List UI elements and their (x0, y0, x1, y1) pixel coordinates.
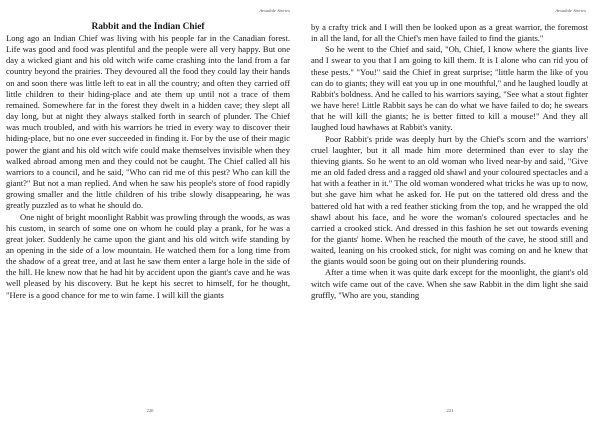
chapter-title: Rabbit and the Indian Chief (91, 22, 205, 32)
right-page (300, 0, 600, 424)
left-page-text (6, 33, 290, 301)
page-number-right: 221 (446, 408, 454, 413)
right-page-text (311, 22, 588, 301)
paragraph: After a time when it was quite dark except for the moonlight, the giant's old witch wife came out of the cave. When she saw Rabbit in the dim light she said gruffly, "Who are you, standing (311, 267, 588, 300)
paragraph: One night of bright moonlight Rabbit was prowling through the woods, as was his custom, in search of some one on whom he could play a prank, for he was a great joker. Suddenly he came upon the giant and his old witch wife standing by an opening in the side of a low mountain. He watched them for a long time from the shadow of a great tree, and at last he saw them enter a large hole in the side of the hill. He knew now that he had hit by accident upon the giant's cave and he was well pleased by his discovery. But he kept his secret to himself, for he thought, "Here is a good chance for me to win fame. I will kill the giants (6, 211, 290, 300)
paragraph: So he went to the Chief and said, "Oh, Chief, I know where the giants live and I swear to you that I am going to kill them. It is I alone who can rid you of these pests." "You!" said the Chief in great surprise; "little harm the like of you can do to giants; they will eat you up in one mouthful," and he laughed loudly at Rabbit's boldness. And he called to his warriors saying, "See what a stout fighter we have here! Little Rabbit says he can do what we have failed to do; he swears that he will kill the giants; he is better fitted to kill a mouse!" And they all laughed loud hawhaws at Rabbit's vanity. (311, 44, 588, 133)
paragraph: Poor Rabbit's pride was deeply hurt by the Chief's scorn and the warriors' cruel laughter, but it all made him more determined than ever to slay the thieving giants. So he went to an old woman who lived near-by and said, "Give me an old faded dress and a ragged old shawl and your coloured spectacles and a hat with a feather in it." The old woman wondered what tricks he was up to now, but she gave him what he asked for. He put on the tattered old dress and the battered old hat with a red feather sticking from the top, and he wrapped the old shawl about his face, and he wore the woman's coloured spectacles and he carried a crooked stick. And dressed in this fashion he set out towards evening for the giants' home. When he reached the mouth of the cave, he stood still and waited, leaning on his crooked stick, for night was coming on and he knew that the giants would soon be going out on their plundering rounds. (311, 133, 588, 267)
paragraph: by a crafty trick and I will then be looked upon as a great warrior, the foremost in all the land, for all the Chief's men have failed to find the giants." (311, 22, 588, 44)
paragraph: Long ago an Indian Chief was living with his people far in the Canadian forest. Life was good and food was plentiful and the people were all very happy. But one day a wicked giant and his old witch wife came crashing into the land from a far country beyond the prairies. They devoured all the food they could lay their hands on and soon there was little left to eat in all the country; and often they carried off little children to their hiding-place and ate them up until not a trace of them remained. Somewhere far in the forest they dwelt in a hidden cave; they slept all day long, but at night they always stalked forth in search of plunder. The Chief was much troubled, and with his warriors he tried in every way to discover their hiding-place, but no one ever succeeded in finding it. For by the use of their magic power the giant and his old witch wife could make themselves invisible when they walked abroad among men and they could not be caught. The Chief called all his warriors to a council, and he said, "Who can rid me of this pest? Who can kill the giant?" But not a man replied. And when he saw his people's store of food rapidly growing smaller and the little children of his tribe slowly disappearing, he was greatly puzzled as to what he should do. (6, 33, 290, 211)
running-head-left: Aesadale Stories (259, 8, 290, 13)
running-head-right: Aesadale Stories (555, 8, 586, 13)
page-number-left: 220 (146, 408, 154, 413)
